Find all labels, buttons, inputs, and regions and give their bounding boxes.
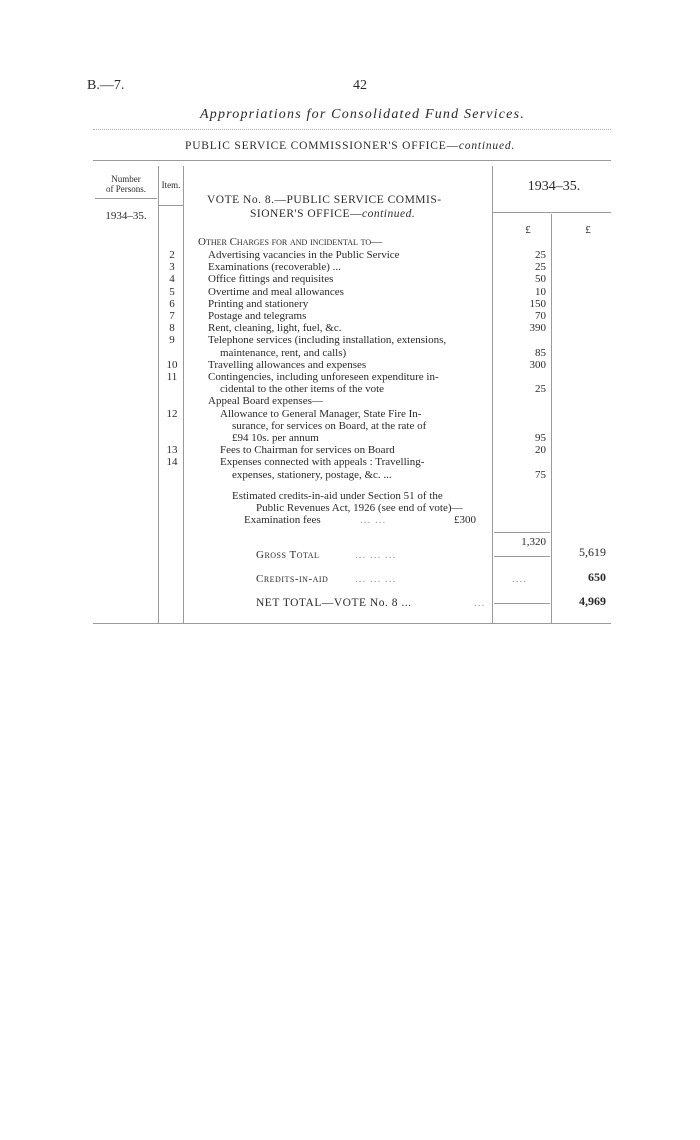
net-total-rule <box>494 603 550 604</box>
item-amount: 25 <box>535 249 546 261</box>
item-description: Overtime and meal allowances <box>208 285 344 298</box>
item-column-rule <box>183 166 184 624</box>
credits-note-line1: Estimated credits-in-aid under Section 51 of the <box>232 490 443 502</box>
item-header: Item. <box>161 180 181 190</box>
page-number: 42 <box>353 78 367 93</box>
item-description: Travelling allowances and expenses <box>208 358 367 371</box>
net-total-label: NET TOTAL—VOTE No. 8 ... <box>256 597 412 609</box>
item-number: 10 <box>166 358 178 371</box>
gross-total-label: Gross Total <box>256 549 320 561</box>
net-total-dots: ... <box>474 597 486 609</box>
vote-heading-main: SIONER'S OFFICE— <box>250 208 362 220</box>
item-amount: 85 <box>535 346 546 359</box>
net-total-amount: 4,969 <box>579 594 606 608</box>
item-number: 4 <box>169 273 175 286</box>
persons-header-line1: Number <box>111 174 141 184</box>
item-description: surance, for services on Board, at the rate of <box>232 419 427 432</box>
table-bottom-rule <box>93 623 611 624</box>
total-column-rule <box>551 214 552 624</box>
page-reference: B.—7. <box>87 78 125 93</box>
item-description: Appeal Board expenses— <box>208 395 323 408</box>
year-column-header: 1934–35. <box>527 179 581 194</box>
persons-year: 1934–35. <box>105 210 147 222</box>
credits-note-dots: ... ... <box>360 514 387 526</box>
item-description: cidental to the other items of the vote <box>220 383 385 396</box>
item-amount: 70 <box>535 310 546 322</box>
item-number: 14 <box>166 456 178 469</box>
item-amount: 300 <box>529 358 546 371</box>
office-heading-main: PUBLIC SERVICE COMMISSIONER'S OFFICE— <box>185 140 459 152</box>
item-description: Rent, cleaning, light, fuel, &c. <box>208 322 342 335</box>
vote-heading-line2 <box>250 208 415 220</box>
title-rule <box>93 129 611 130</box>
item-description: Expenses connected with appeals : Travelling- <box>220 456 425 469</box>
item-amount: 50 <box>535 273 546 286</box>
item-amount: 390 <box>529 322 546 335</box>
credits-note-line2: Public Revenues Act, 1926 (see end of vote)— <box>256 502 463 514</box>
persons-column-rule <box>158 166 159 624</box>
gross-total-dots: ... ... ... <box>355 549 397 561</box>
item-number: 12 <box>166 407 178 420</box>
item-description: £94 10s. per annum <box>232 432 319 444</box>
item-amount: 95 <box>535 432 546 444</box>
amount-header-rule <box>492 212 611 213</box>
item-amount: 25 <box>535 261 546 274</box>
item-number: 5 <box>169 285 175 298</box>
credits-in-aid-dots: ... ... ... <box>355 573 397 585</box>
item-description: Printing and stationery <box>208 297 309 310</box>
item-description: Contingencies, including unforeseen expenditure in- <box>208 371 439 383</box>
item-number: 9 <box>169 334 175 347</box>
credits-in-aid-col1-dots: .... <box>512 573 527 585</box>
page-title: Appropriations for Consolidated Fund Services. <box>200 107 525 122</box>
item-amount: 75 <box>535 468 546 481</box>
persons-header-rule <box>95 198 157 199</box>
item-description: Telephone services (including installation, extensions, <box>208 334 447 347</box>
currency-symbol-col1: £ <box>525 224 531 236</box>
gross-total-rule <box>494 556 550 557</box>
item-amount: 150 <box>529 297 546 310</box>
item-description: Allowance to General Manager, State Fire In- <box>220 407 422 420</box>
item-description: Examinations (recoverable) ... <box>208 261 341 274</box>
section-heading: Other Charges for and incidental to— <box>198 236 383 248</box>
office-heading-continued: continued. <box>458 140 516 152</box>
credits-note-amount: £300 <box>454 514 476 526</box>
vote-heading-line1: VOTE No. 8.—PUBLIC SERVICE COMMIS- <box>207 194 442 206</box>
item-number: 2 <box>169 249 175 261</box>
currency-symbol-col2: £ <box>585 224 591 236</box>
item-number: 7 <box>169 310 175 322</box>
item-description: maintenance, rent, and calls) <box>220 346 347 359</box>
item-number: 3 <box>169 261 175 274</box>
amount-column-rule <box>492 166 493 624</box>
item-amount: 20 <box>535 444 546 457</box>
credits-note-label: Examination fees <box>244 514 321 526</box>
item-description: Postage and telegrams <box>208 310 307 322</box>
item-description: Fees to Chairman for services on Board <box>220 444 395 457</box>
item-amount: 25 <box>535 383 546 396</box>
subtotal-amount: 1,320 <box>521 536 546 548</box>
item-header-rule <box>159 205 183 206</box>
table-top-rule <box>93 160 611 161</box>
gross-total-amount: 5,619 <box>579 545 606 559</box>
item-description: Advertising vacancies in the Public Service <box>208 249 400 261</box>
item-amount: 10 <box>535 285 546 298</box>
item-number: 13 <box>166 444 178 457</box>
subtotal-rule <box>494 532 550 533</box>
item-number: 6 <box>169 297 175 310</box>
item-number: 8 <box>169 322 175 335</box>
credits-in-aid-amount: 650 <box>588 570 606 584</box>
credits-in-aid-label: Credits-in-aid <box>256 573 329 585</box>
item-description: expenses, stationery, postage, &c. ... <box>232 468 392 481</box>
item-description: Office fittings and requisites <box>208 273 334 286</box>
item-number: 11 <box>166 371 178 383</box>
vote-heading-continued: continued. <box>362 208 416 220</box>
office-heading <box>185 140 515 152</box>
persons-header-line2: of Persons. <box>106 184 146 194</box>
